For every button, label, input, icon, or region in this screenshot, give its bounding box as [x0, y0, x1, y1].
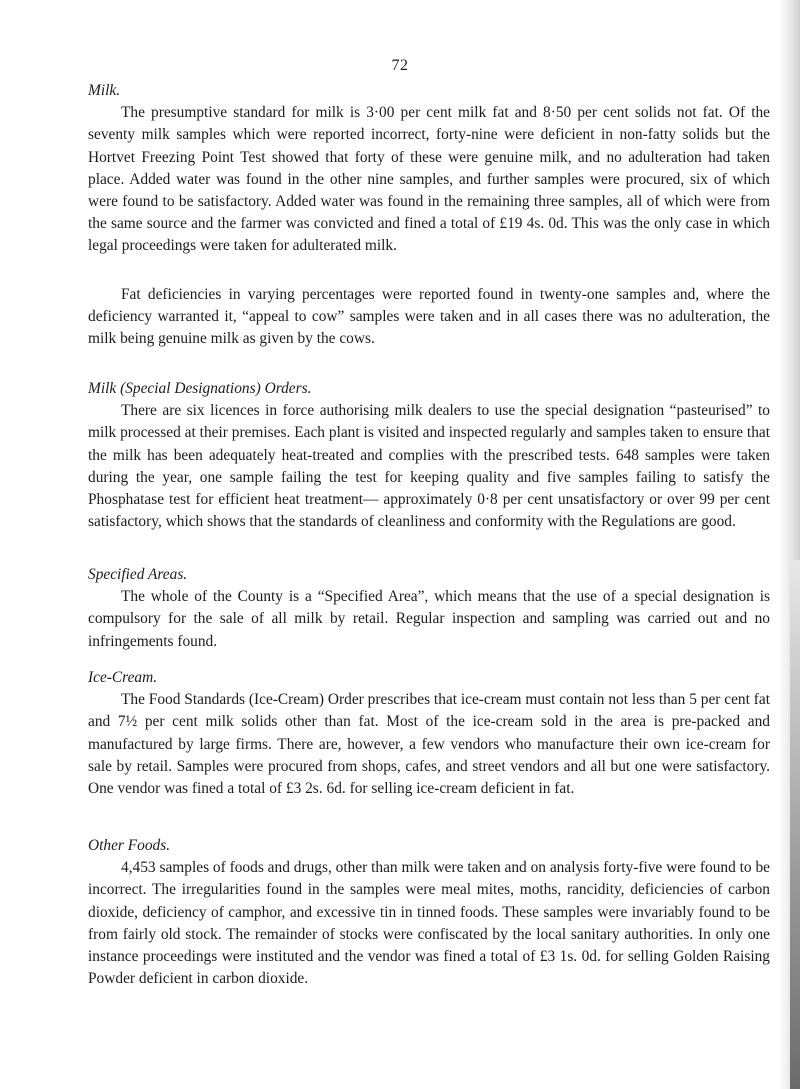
section-ice-cream — [88, 667, 770, 800]
paragraph: Fat deficiencies in varying percentages were reported found in twenty-one samples and, where the deficiency warranted it, “appeal to cow” samples were taken and in all cases there was no adulteration, the milk being genuine milk as given by the cows. — [88, 286, 770, 348]
section-heading: Specified Areas. — [88, 566, 188, 583]
section-heading: Other Foods. — [88, 837, 171, 854]
section-special-designations — [88, 378, 770, 533]
paragraph: The presumptive standard for milk is 3·00 per cent milk fat and 8·50 per cent solids not fat. Of the seventy milk samples which were reported incorrect, forty-nine were deficient in non-fatty solids but the Hortvet Freezing Point Test showed that forty of these were genuine milk, and no adulteration had taken place. Added water was found in the other nine samples, and further samples were procured, six of which were found to be satisfactory. Added water was found in the remaining three samples, all of which were from the same source and the farmer was convicted and fined a total of £19 4s. 0d. This was the only case in which legal proceedings were taken for adulterated milk. — [88, 104, 770, 255]
section-heading: Milk. — [88, 82, 121, 99]
paragraph: The whole of the County is a “Specified Area”, which means that the use of a special designation is compulsory for the sale of all milk by retail. Regular inspection and sampling was carried out and no infringements found. — [88, 588, 770, 650]
section-heading — [88, 378, 770, 400]
section-specified-areas — [88, 564, 770, 653]
binding-shadow — [790, 560, 800, 1089]
paragraph: The Food Standards (Ice-Cream) Order prescribes that ice-cream must contain not less than 5 per cent fat and 7½ per cent milk solids other than fat. Most of the ice-cream sold in the area is pre-packed and manufactured by large firms. There are, however, a few vendors who manufacture their own ice-cream for sale by retail. Samples were procured from shops, cafes, and street vendors and all but one were satisfactory. One vendor was fined a total of £3 2s. 6d. for selling ice-cream deficient in fat. — [88, 691, 770, 798]
page-number: 72 — [391, 57, 409, 74]
paragraph: 4,453 samples of foods and drugs, other than milk were taken and on analysis forty-five were found to be incorrect. The irregularities found in the samples were meal mites, moths, rancidity, deficiencies of carbon dioxide, deficiency of camphor, and excessive tin in tinned foods. These samples were invariably found to be from fairly old stock. The remainder of stocks were confiscated by the local sanitary authorities. In only one instance proceedings were instituted and the vendor was fined a total of £3 1s. 0d. for selling Golden Raising Powder deficient in carbon dioxide. — [88, 859, 770, 988]
heading-paren: (Special Designations) — [120, 380, 261, 397]
section-other-foods — [88, 835, 770, 990]
heading-tail: Orders. — [264, 380, 312, 397]
section-milk — [88, 80, 770, 258]
section-heading: Ice-Cream. — [88, 669, 158, 686]
paragraph: There are six licences in force authorising milk dealers to use the special designation “pasteurised” to milk processed at their premises. Each plant is visited and inspected regularly and samples taken to ensure that the milk has been adequately heat-treated and complies with the prescribed tests. 648 samples were taken during the year, one sample failing the test for keeping quality and five samples failing to satisfy the Phosphatase test for efficient heat treatment— approximately 0·8 per cent unsatisfactory or over 99 per cent satisfactory, which shows that the standards of cleanliness and conformity with the Regulations are good. — [88, 402, 770, 531]
heading-main: Milk — [88, 380, 117, 397]
section-milk-fat — [88, 284, 770, 351]
